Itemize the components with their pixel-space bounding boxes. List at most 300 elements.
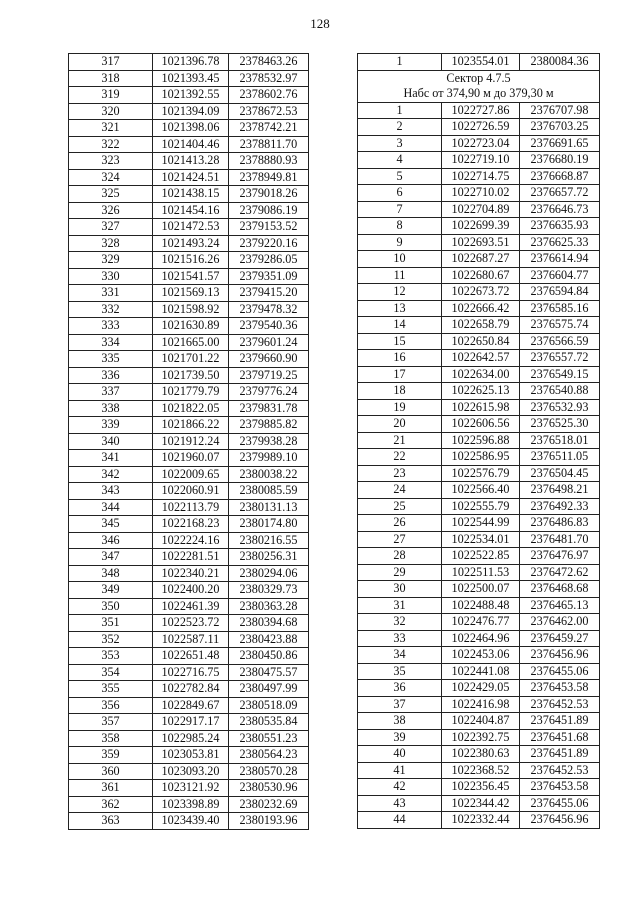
y-coordinate-cell: 2380232.69 [229,796,309,813]
table-row [358,267,600,284]
x-coordinate-cell: 1022625.13 [442,383,520,400]
table-row [69,120,309,137]
y-coordinate-cell: 2376549.15 [520,366,600,383]
table-row [358,366,600,383]
x-coordinate-cell: 1022404.87 [442,713,520,730]
x-coordinate-cell: 1022368.52 [442,762,520,779]
x-coordinate-cell: 1022281.51 [153,549,229,566]
y-coordinate-cell: 2378811.70 [229,136,309,153]
x-coordinate-cell: 1021822.05 [153,400,229,417]
y-coordinate-cell: 2376646.73 [520,201,600,218]
y-coordinate-cell: 2380570.28 [229,763,309,780]
point-number-cell: 42 [358,779,442,796]
y-coordinate-cell: 2380038.22 [229,466,309,483]
table-row [69,730,309,747]
point-number-cell: 323 [69,153,153,170]
table-row [69,615,309,632]
x-coordinate-cell: 1021413.28 [153,153,229,170]
table-row [358,564,600,581]
table-row [69,252,309,269]
point-number-cell: 340 [69,433,153,450]
x-coordinate-cell: 1022716.75 [153,664,229,681]
x-coordinate-cell: 1022416.98 [442,696,520,713]
table-row [69,631,309,648]
point-number-cell: 353 [69,648,153,665]
point-number-cell: 338 [69,400,153,417]
table-row [69,235,309,252]
table-row [358,482,600,499]
table-row [69,648,309,665]
table-row [358,102,600,119]
coordinates-table-right [357,53,600,829]
point-number-cell: 330 [69,268,153,285]
point-number-cell: 33 [358,630,442,647]
point-number-cell: 16 [358,350,442,367]
table-row [358,317,600,334]
table-row [69,351,309,368]
point-number-cell: 17 [358,366,442,383]
x-coordinate-cell: 1022400.20 [153,582,229,599]
table-row [358,218,600,235]
x-coordinate-cell: 1022522.85 [442,548,520,565]
table-row [69,763,309,780]
x-coordinate-cell: 1022634.00 [442,366,520,383]
x-coordinate-cell: 1021569.13 [153,285,229,302]
point-number-cell: 7 [358,201,442,218]
y-coordinate-cell: 2376468.68 [520,581,600,598]
table-row [69,813,309,830]
x-coordinate-cell: 1022332.44 [442,812,520,829]
point-number-cell: 39 [358,729,442,746]
x-coordinate-cell: 1021960.07 [153,450,229,467]
x-coordinate-cell: 1022704.89 [442,201,520,218]
point-number-cell: 337 [69,384,153,401]
x-coordinate-cell: 1022009.65 [153,466,229,483]
point-number-cell: 41 [358,762,442,779]
point-number-cell: 24 [358,482,442,499]
y-coordinate-cell: 2379776.24 [229,384,309,401]
table-row [69,334,309,351]
point-number-cell: 23 [358,465,442,482]
table-row [69,202,309,219]
x-coordinate-cell: 1023121.92 [153,780,229,797]
table-row [358,630,600,647]
point-number-cell: 333 [69,318,153,335]
y-coordinate-cell: 2380363.28 [229,598,309,615]
y-coordinate-cell: 2380450.86 [229,648,309,665]
x-coordinate-cell: 1021665.00 [153,334,229,351]
point-number-cell: 36 [358,680,442,697]
point-number-cell: 3 [358,135,442,152]
table-row [358,449,600,466]
x-coordinate-cell: 1021739.50 [153,367,229,384]
y-coordinate-cell: 2380174.80 [229,516,309,533]
point-number-cell: 342 [69,466,153,483]
point-number-cell: 4 [358,152,442,169]
x-coordinate-cell: 1022673.72 [442,284,520,301]
x-coordinate-cell: 1022476.77 [442,614,520,631]
y-coordinate-cell: 2378880.93 [229,153,309,170]
point-number-cell: 14 [358,317,442,334]
x-coordinate-cell: 1022356.45 [442,779,520,796]
x-coordinate-cell: 1022651.48 [153,648,229,665]
table-row [358,168,600,185]
point-number-cell: 317 [69,54,153,71]
table-row [358,201,600,218]
y-coordinate-cell: 2379086.19 [229,202,309,219]
y-coordinate-cell: 2376566.59 [520,333,600,350]
y-coordinate-cell: 2380530.96 [229,780,309,797]
y-coordinate-cell: 2380394.68 [229,615,309,632]
table-row [69,367,309,384]
point-number-cell: 32 [358,614,442,631]
x-coordinate-cell: 1022650.84 [442,333,520,350]
y-coordinate-cell: 2376451.89 [520,713,600,730]
x-coordinate-cell: 1021404.46 [153,136,229,153]
y-coordinate-cell: 2376707.98 [520,102,600,119]
y-coordinate-cell: 2380294.06 [229,565,309,582]
x-coordinate-cell: 1022719.10 [442,152,520,169]
point-number-cell: 328 [69,235,153,252]
table-row [69,483,309,500]
table-row [358,515,600,532]
point-number-cell: 22 [358,449,442,466]
point-number-cell: 6 [358,185,442,202]
x-coordinate-cell: 1022710.02 [442,185,520,202]
point-number-cell: 345 [69,516,153,533]
x-coordinate-cell: 1022587.11 [153,631,229,648]
x-coordinate-cell: 1022113.79 [153,499,229,516]
x-coordinate-cell: 1022714.75 [442,168,520,185]
x-coordinate-cell: 1023093.20 [153,763,229,780]
y-coordinate-cell: 2376472.62 [520,564,600,581]
point-number-cell: 43 [358,795,442,812]
y-coordinate-cell: 2379220.16 [229,235,309,252]
y-coordinate-cell: 2376625.33 [520,234,600,251]
table-row [358,284,600,301]
y-coordinate-cell: 2379989.10 [229,450,309,467]
y-coordinate-cell: 2376540.88 [520,383,600,400]
x-coordinate-cell: 1023554.01 [442,54,520,71]
y-coordinate-cell: 2380193.96 [229,813,309,830]
point-number-cell: 347 [69,549,153,566]
x-coordinate-cell: 1022917.17 [153,714,229,731]
point-number-cell: 1 [358,102,442,119]
y-coordinate-cell: 2378742.21 [229,120,309,137]
x-coordinate-cell: 1022596.88 [442,432,520,449]
y-coordinate-cell: 2379351.09 [229,268,309,285]
table-row [358,779,600,796]
y-coordinate-cell: 2379885.82 [229,417,309,434]
table-row [358,713,600,730]
x-coordinate-cell: 1022849.67 [153,697,229,714]
point-number-cell: 327 [69,219,153,236]
point-number-cell: 335 [69,351,153,368]
y-coordinate-cell: 2379153.52 [229,219,309,236]
y-coordinate-cell: 2376455.06 [520,663,600,680]
table-row [69,268,309,285]
table-row [358,812,600,829]
y-coordinate-cell: 2380551.23 [229,730,309,747]
y-coordinate-cell: 2376455.06 [520,795,600,812]
point-number-cell: 350 [69,598,153,615]
table-row [358,135,600,152]
y-coordinate-cell: 2376451.89 [520,746,600,763]
x-coordinate-cell: 1022441.08 [442,663,520,680]
table-row [358,152,600,169]
table-row [358,383,600,400]
y-coordinate-cell: 2376604.77 [520,267,600,284]
table-row [69,516,309,533]
point-number-cell: 8 [358,218,442,235]
table-row [358,548,600,565]
point-number-cell: 21 [358,432,442,449]
x-coordinate-cell: 1022523.72 [153,615,229,632]
point-number-cell: 35 [358,663,442,680]
table-row [358,432,600,449]
point-number-cell: 346 [69,532,153,549]
y-coordinate-cell: 2376532.93 [520,399,600,416]
x-coordinate-cell: 1021454.16 [153,202,229,219]
point-number-cell: 25 [358,498,442,515]
table-row [358,465,600,482]
x-coordinate-cell: 1021472.53 [153,219,229,236]
x-coordinate-cell: 1021598.92 [153,301,229,318]
y-coordinate-cell: 2380497.99 [229,681,309,698]
x-coordinate-cell: 1022985.24 [153,730,229,747]
point-number-cell: 13 [358,300,442,317]
x-coordinate-cell: 1022060.91 [153,483,229,500]
point-number-cell: 358 [69,730,153,747]
table-row [69,747,309,764]
x-coordinate-cell: 1022687.27 [442,251,520,268]
table-row [69,219,309,236]
y-coordinate-cell: 2379601.24 [229,334,309,351]
y-coordinate-cell: 2379660.90 [229,351,309,368]
table-row [358,729,600,746]
point-number-cell: 28 [358,548,442,565]
y-coordinate-cell: 2376492.33 [520,498,600,515]
table-row [69,70,309,87]
x-coordinate-cell: 1022576.79 [442,465,520,482]
point-number-cell: 18 [358,383,442,400]
table-row [358,614,600,631]
x-coordinate-cell: 1022555.79 [442,498,520,515]
x-coordinate-cell: 1021493.24 [153,235,229,252]
point-number-cell: 31 [358,597,442,614]
page-number: 128 [310,16,330,31]
x-coordinate-cell: 1022500.07 [442,581,520,598]
x-coordinate-cell: 1022727.86 [442,102,520,119]
table-row [69,153,309,170]
table-row [69,532,309,549]
point-number-cell: 30 [358,581,442,598]
y-coordinate-cell: 2380084.36 [520,54,600,71]
point-number-cell: 322 [69,136,153,153]
y-coordinate-cell: 2376614.94 [520,251,600,268]
y-coordinate-cell: 2376691.65 [520,135,600,152]
y-coordinate-cell: 2379719.25 [229,367,309,384]
x-coordinate-cell: 1022606.56 [442,416,520,433]
table-row [358,680,600,697]
y-coordinate-cell: 2380216.55 [229,532,309,549]
table-row [69,466,309,483]
y-coordinate-cell: 2379540.36 [229,318,309,335]
y-coordinate-cell: 2380085.59 [229,483,309,500]
y-coordinate-cell: 2379286.05 [229,252,309,269]
y-coordinate-cell: 2379018.26 [229,186,309,203]
table-row [69,384,309,401]
point-number-cell: 329 [69,252,153,269]
table-row [358,416,600,433]
x-coordinate-cell: 1022464.96 [442,630,520,647]
x-coordinate-cell: 1022461.39 [153,598,229,615]
point-number-cell: 320 [69,103,153,120]
x-coordinate-cell: 1021393.45 [153,70,229,87]
table-row [358,498,600,515]
x-coordinate-cell: 1022723.04 [442,135,520,152]
y-coordinate-cell: 2376456.96 [520,647,600,664]
x-coordinate-cell: 1021779.79 [153,384,229,401]
y-coordinate-cell: 2376486.83 [520,515,600,532]
table-row [69,400,309,417]
table-row [69,301,309,318]
sector-title: Сектор 4.7.5 [446,70,511,85]
y-coordinate-cell: 2376465.13 [520,597,600,614]
point-number-cell: 324 [69,169,153,186]
y-coordinate-cell: 2376680.19 [520,152,600,169]
x-coordinate-cell: 1022726.59 [442,119,520,136]
table-row [69,54,309,71]
x-coordinate-cell: 1022453.06 [442,647,520,664]
point-number-cell: 359 [69,747,153,764]
y-coordinate-cell: 2380564.23 [229,747,309,764]
point-number-cell: 325 [69,186,153,203]
point-number-cell: 360 [69,763,153,780]
x-coordinate-cell: 1022340.21 [153,565,229,582]
table-row [69,136,309,153]
y-coordinate-cell: 2378463.26 [229,54,309,71]
x-coordinate-cell: 1021438.15 [153,186,229,203]
y-coordinate-cell: 2376594.84 [520,284,600,301]
table-row [69,565,309,582]
x-coordinate-cell: 1022642.57 [442,350,520,367]
table-row [69,582,309,599]
table-row [358,581,600,598]
table-row [69,598,309,615]
x-coordinate-cell: 1022693.51 [442,234,520,251]
x-coordinate-cell: 1022680.67 [442,267,520,284]
point-number-cell: 15 [358,333,442,350]
x-coordinate-cell: 1021866.22 [153,417,229,434]
point-number-cell: 343 [69,483,153,500]
y-coordinate-cell: 2378672.53 [229,103,309,120]
y-coordinate-cell: 2376453.58 [520,779,600,796]
y-coordinate-cell: 2376453.58 [520,680,600,697]
x-coordinate-cell: 1022658.79 [442,317,520,334]
table-row [69,433,309,450]
table-row [358,185,600,202]
x-coordinate-cell: 1022534.01 [442,531,520,548]
point-number-cell: 341 [69,450,153,467]
sector-header-row [358,70,600,102]
x-coordinate-cell: 1021701.22 [153,351,229,368]
table-row [358,251,600,268]
y-coordinate-cell: 2376575.74 [520,317,600,334]
y-coordinate-cell: 2376525.30 [520,416,600,433]
table-row [358,795,600,812]
y-coordinate-cell: 2379938.28 [229,433,309,450]
point-number-cell: 44 [358,812,442,829]
point-number-cell: 339 [69,417,153,434]
point-number-cell: 5 [358,168,442,185]
y-coordinate-cell: 2379415.20 [229,285,309,302]
table-row [69,796,309,813]
point-number-cell: 11 [358,267,442,284]
table-row [69,417,309,434]
point-number-cell: 326 [69,202,153,219]
y-coordinate-cell: 2379478.32 [229,301,309,318]
x-coordinate-cell: 1021394.09 [153,103,229,120]
point-number-cell: 352 [69,631,153,648]
table-row [69,103,309,120]
y-coordinate-cell: 2380518.09 [229,697,309,714]
table-row [358,647,600,664]
table-row [358,597,600,614]
x-coordinate-cell: 1022511.53 [442,564,520,581]
table-row [358,696,600,713]
x-coordinate-cell: 1023398.89 [153,796,229,813]
point-number-cell: 357 [69,714,153,731]
point-number-cell: 348 [69,565,153,582]
x-coordinate-cell: 1022224.16 [153,532,229,549]
y-coordinate-cell: 2380329.73 [229,582,309,599]
sector-header-cell [358,70,600,102]
y-coordinate-cell: 2376657.72 [520,185,600,202]
table-row [358,350,600,367]
y-coordinate-cell: 2378532.97 [229,70,309,87]
x-coordinate-cell: 1021541.57 [153,268,229,285]
y-coordinate-cell: 2378602.76 [229,87,309,104]
x-coordinate-cell: 1021396.78 [153,54,229,71]
y-coordinate-cell: 2379831.78 [229,400,309,417]
table-row [358,531,600,548]
table-row [358,119,600,136]
point-number-cell: 355 [69,681,153,698]
table-row [69,169,309,186]
y-coordinate-cell: 2376557.72 [520,350,600,367]
table-row [69,549,309,566]
table-row [358,746,600,763]
point-number-cell: 318 [69,70,153,87]
point-number-cell: 12 [358,284,442,301]
x-coordinate-cell: 1021392.55 [153,87,229,104]
y-coordinate-cell: 2376451.68 [520,729,600,746]
y-coordinate-cell: 2378949.81 [229,169,309,186]
point-number-cell: 356 [69,697,153,714]
table-row [69,186,309,203]
point-number-cell: 1 [358,54,442,71]
x-coordinate-cell: 1023053.81 [153,747,229,764]
table-row [69,450,309,467]
table-row [69,780,309,797]
y-coordinate-cell: 2376635.93 [520,218,600,235]
x-coordinate-cell: 1021516.26 [153,252,229,269]
table-row [69,697,309,714]
point-number-cell: 40 [358,746,442,763]
x-coordinate-cell: 1022344.42 [442,795,520,812]
point-number-cell: 37 [358,696,442,713]
